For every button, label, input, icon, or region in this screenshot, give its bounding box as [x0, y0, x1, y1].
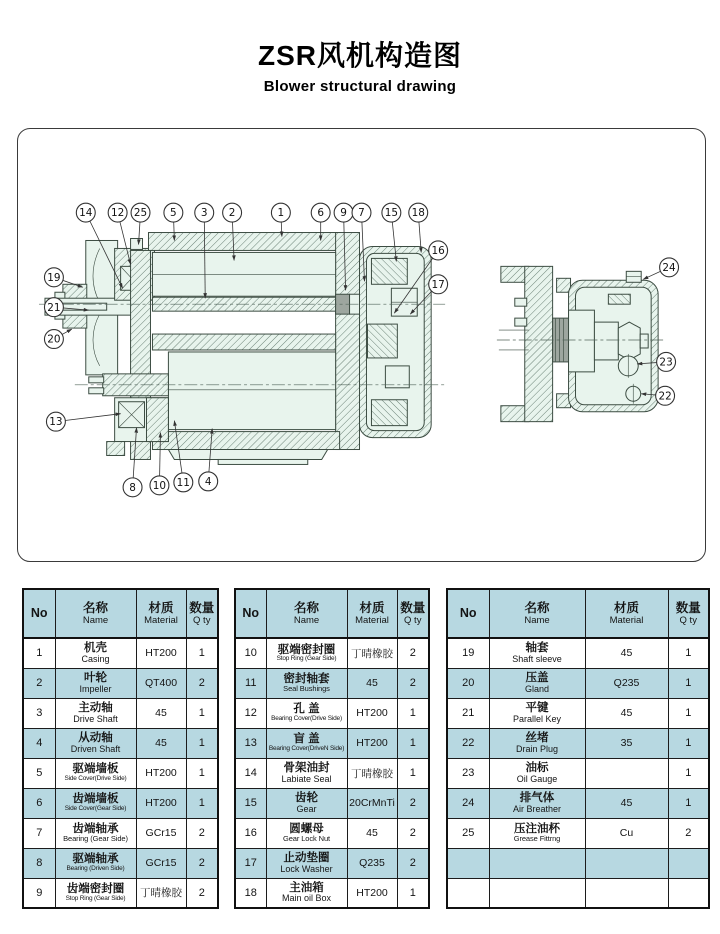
- svg-text:16: 16: [431, 245, 445, 258]
- cell-part-no: 8: [23, 848, 55, 878]
- part-row: [235, 788, 429, 818]
- cell-part-material: 丁晴橡胶: [347, 758, 397, 788]
- driven-end-bearing-housing: [146, 398, 168, 442]
- casing-bottom-wall: [152, 432, 339, 450]
- cell-part-material: HT200: [347, 698, 397, 728]
- page-subtitle: Blower structural drawing: [263, 78, 457, 95]
- svg-text:24: 24: [662, 261, 676, 274]
- cell-part-material: HT200: [136, 638, 186, 668]
- cell-part-name: 圆螺母 Gear Lock Nut: [266, 818, 347, 848]
- header-material: 材质 Material: [136, 589, 186, 638]
- table-header-row: [447, 589, 709, 638]
- cell-part-qty: 2: [668, 818, 709, 848]
- part-row: [235, 818, 429, 848]
- cell-part-qty: [668, 848, 709, 878]
- part-row: [235, 668, 429, 698]
- cell-part-material: Q235: [585, 668, 668, 698]
- cell-part-material: 45: [585, 638, 668, 668]
- cell-part-name: 机壳 Casing: [55, 638, 136, 668]
- svg-text:2: 2: [228, 207, 236, 220]
- cell-part-name: 排气体 Air Breather: [489, 788, 585, 818]
- header-qty: 数量 Q ty: [668, 589, 709, 638]
- svg-text:19: 19: [47, 271, 61, 284]
- cell-part-name: 密封轴套 Seal Bushings: [266, 668, 347, 698]
- cell-part-qty: 2: [397, 668, 429, 698]
- cell-part-qty: 1: [186, 638, 218, 668]
- cell-part-qty: 1: [668, 668, 709, 698]
- part-row: [23, 848, 218, 878]
- cell-part-qty: 2: [186, 668, 218, 698]
- part-row: [23, 668, 218, 698]
- cell-part-name: 齿端密封圈 Stop Ring (Gear Side): [55, 878, 136, 908]
- cell-part-no: [447, 878, 489, 908]
- svg-text:20: 20: [47, 333, 61, 346]
- cell-part-no: 19: [447, 638, 489, 668]
- callout-24: [643, 258, 678, 279]
- cell-part-material: HT200: [347, 728, 397, 758]
- cell-part-name: 驱端墙板 Side Cover(Drive Side): [55, 758, 136, 788]
- parts-table-3: [446, 588, 710, 909]
- cell-part-no: 12: [235, 698, 266, 728]
- part-row: [235, 848, 429, 878]
- cell-part-material: 45: [585, 788, 668, 818]
- part-row: [23, 698, 218, 728]
- cell-part-name: 压盖 Gland: [489, 668, 585, 698]
- blower-cross-section-drawing: [18, 129, 705, 561]
- part-row: [23, 818, 218, 848]
- cell-part-name: 轴套 Shaft sleeve: [489, 638, 585, 668]
- callout-1: [271, 203, 290, 236]
- part-row: [447, 728, 709, 758]
- svg-text:6: 6: [317, 207, 325, 220]
- header-material: 材质 Material: [347, 589, 397, 638]
- header-name: 名称 Name: [55, 589, 136, 638]
- shaft-nut-section: [618, 322, 640, 360]
- part-row: [447, 668, 709, 698]
- cell-part-name: 骨架油封 Labiate Seal: [266, 758, 347, 788]
- part-row: [235, 758, 429, 788]
- part-row: [447, 848, 709, 878]
- cell-part-material: 丁晴橡胶: [136, 878, 186, 908]
- cell-part-name: [489, 848, 585, 878]
- cell-part-no: 17: [235, 848, 266, 878]
- cell-part-qty: 1: [668, 698, 709, 728]
- cell-part-material: 20CrMnTi: [347, 788, 397, 818]
- cell-part-qty: 2: [186, 878, 218, 908]
- cell-part-qty: 1: [397, 698, 429, 728]
- cell-part-no: 18: [235, 878, 266, 908]
- cell-part-qty: 1: [668, 728, 709, 758]
- callout-13: [46, 412, 120, 431]
- cell-part-name: 平键 Parallel Key: [489, 698, 585, 728]
- table-header-row: [23, 589, 218, 638]
- part-row: [235, 698, 429, 728]
- cell-part-material: Q235: [347, 848, 397, 878]
- cell-part-material: HT200: [136, 758, 186, 788]
- cell-part-no: 3: [23, 698, 55, 728]
- cell-part-material: [585, 848, 668, 878]
- cell-part-qty: 1: [186, 728, 218, 758]
- svg-text:13: 13: [49, 416, 63, 429]
- cell-part-qty: 1: [397, 758, 429, 788]
- cell-part-qty: 1: [668, 638, 709, 668]
- svg-text:14: 14: [79, 207, 93, 220]
- svg-text:5: 5: [170, 207, 177, 220]
- cell-part-material: HT200: [136, 788, 186, 818]
- cell-part-material: 35: [585, 728, 668, 758]
- svg-text:15: 15: [384, 207, 399, 220]
- cell-part-material: 45: [136, 698, 186, 728]
- svg-text:25: 25: [133, 207, 148, 220]
- cell-part-no: 25: [447, 818, 489, 848]
- cell-part-material: 45: [347, 668, 397, 698]
- cell-part-name: [489, 878, 585, 908]
- part-row: [23, 638, 218, 668]
- cell-part-name: 油标 Oil Gauge: [489, 758, 585, 788]
- part-row: [23, 728, 218, 758]
- callout-18: [409, 203, 428, 252]
- cell-part-no: 16: [235, 818, 266, 848]
- header-name: 名称 Name: [266, 589, 347, 638]
- cell-part-qty: 1: [397, 728, 429, 758]
- part-row: [235, 878, 429, 908]
- cell-part-no: 21: [447, 698, 489, 728]
- cell-part-qty: 2: [397, 848, 429, 878]
- svg-text:7: 7: [358, 207, 365, 220]
- cell-part-name: 盲 盖 Bearing Cover(DriveN Side): [266, 728, 347, 758]
- cell-part-material: 丁晴橡胶: [347, 638, 397, 668]
- callout-2: [223, 203, 242, 260]
- cell-part-no: 1: [23, 638, 55, 668]
- main-assembly-view: [39, 233, 445, 465]
- cell-part-material: 45: [585, 698, 668, 728]
- svg-text:11: 11: [176, 476, 190, 489]
- cell-part-no: 4: [23, 728, 55, 758]
- cell-part-name: 驱端密封圈 Stop Ring (Gear Side): [266, 638, 347, 668]
- header-no: No: [447, 589, 489, 638]
- cell-part-qty: [668, 878, 709, 908]
- cell-part-no: 7: [23, 818, 55, 848]
- page-title: ZSR风机构造图: [257, 40, 462, 71]
- impeller-bottom: [168, 352, 335, 430]
- header-no: No: [23, 589, 55, 638]
- air-breather-section: [626, 271, 641, 282]
- svg-text:23: 23: [659, 356, 673, 369]
- cell-part-qty: 1: [397, 878, 429, 908]
- drawing-panel: [17, 128, 706, 562]
- svg-text:3: 3: [200, 207, 208, 220]
- cell-part-qty: 2: [397, 638, 429, 668]
- cell-part-name: 齿轮 Gear: [266, 788, 347, 818]
- cell-part-no: 23: [447, 758, 489, 788]
- svg-text:17: 17: [431, 278, 445, 291]
- casing-top-wall: [148, 233, 339, 251]
- svg-text:9: 9: [340, 207, 347, 220]
- cell-part-no: 11: [235, 668, 266, 698]
- cell-part-name: 驱端轴承 Bearing (Driven Side): [55, 848, 136, 878]
- part-row: [447, 758, 709, 788]
- parts-table-1: [22, 588, 219, 909]
- svg-text:21: 21: [47, 301, 61, 314]
- casing-foot: [168, 450, 327, 460]
- part-row: [23, 788, 218, 818]
- part-row: [447, 638, 709, 668]
- svg-text:4: 4: [204, 475, 212, 488]
- cell-part-qty: 1: [186, 788, 218, 818]
- cell-part-name: 从动轴 Driven Shaft: [55, 728, 136, 758]
- svg-text:10: 10: [152, 479, 167, 492]
- header-name: 名称 Name: [489, 589, 585, 638]
- cell-part-name: 丝堵 Drain Plug: [489, 728, 585, 758]
- part-row: [447, 878, 709, 908]
- svg-text:18: 18: [411, 207, 425, 220]
- cell-part-material: QT400: [136, 668, 186, 698]
- side-cover-flange: [525, 266, 553, 421]
- cell-part-qty: 2: [186, 818, 218, 848]
- svg-text:8: 8: [129, 481, 136, 494]
- gear-top-section: [371, 258, 407, 284]
- cell-part-material: GCr15: [136, 848, 186, 878]
- cell-part-name: 止动垫圈 Lock Washer: [266, 848, 347, 878]
- svg-text:12: 12: [110, 207, 125, 220]
- cell-part-name: 齿端轴承 Bearing (Gear Side): [55, 818, 136, 848]
- cell-part-name: 主动轴 Drive Shaft: [55, 698, 136, 728]
- callout-20: [44, 329, 71, 348]
- part-row: [23, 758, 218, 788]
- cell-part-no: 22: [447, 728, 489, 758]
- cell-part-name: 孔 盖 Bearing Cover(Drive Side): [266, 698, 347, 728]
- table-header-row: [235, 589, 429, 638]
- cell-part-no: 15: [235, 788, 266, 818]
- cell-part-qty: 2: [397, 788, 429, 818]
- page-header: [0, 34, 720, 95]
- grease-fitting-section: [131, 238, 143, 249]
- cell-part-material: [585, 758, 668, 788]
- part-row: [235, 728, 429, 758]
- cell-part-qty: 1: [668, 788, 709, 818]
- svg-text:22: 22: [658, 390, 672, 403]
- cell-part-name: 齿端墙板 Side Cover(Gear Side): [55, 788, 136, 818]
- header-qty: 数量 Q ty: [397, 589, 429, 638]
- parts-table-2: [234, 588, 430, 909]
- cell-part-no: 20: [447, 668, 489, 698]
- cell-part-qty: 1: [186, 698, 218, 728]
- part-row: [447, 698, 709, 728]
- cell-part-name: 叶轮 Impeller: [55, 668, 136, 698]
- part-row: [447, 788, 709, 818]
- cell-part-material: 45: [347, 818, 397, 848]
- cell-part-no: 10: [235, 638, 266, 668]
- cell-part-qty: 1: [186, 758, 218, 788]
- cell-part-name: 压注油杯 Grease Fittrng: [489, 818, 585, 848]
- part-row: [447, 818, 709, 848]
- svg-text:1: 1: [277, 207, 285, 220]
- header-no: No: [235, 589, 266, 638]
- cell-part-qty: 1: [668, 758, 709, 788]
- cell-part-no: 9: [23, 878, 55, 908]
- cell-part-no: [447, 848, 489, 878]
- cell-part-qty: 2: [397, 818, 429, 848]
- cell-part-no: 6: [23, 788, 55, 818]
- cell-part-material: 45: [136, 728, 186, 758]
- cell-part-no: 13: [235, 728, 266, 758]
- cell-part-no: 14: [235, 758, 266, 788]
- header-material: 材质 Material: [585, 589, 668, 638]
- cell-part-material: HT200: [347, 878, 397, 908]
- casing-right-wall: [336, 233, 360, 450]
- header-qty: 数量 Q ty: [186, 589, 218, 638]
- cell-part-no: 24: [447, 788, 489, 818]
- cell-part-material: GCr15: [136, 818, 186, 848]
- cell-part-no: 2: [23, 668, 55, 698]
- cell-part-material: Cu: [585, 818, 668, 848]
- gear-bottom-section: [371, 400, 407, 426]
- part-row: [23, 878, 218, 908]
- cell-part-name: 主油箱 Main oil Box: [266, 878, 347, 908]
- cell-part-qty: 2: [186, 848, 218, 878]
- part-row: [235, 638, 429, 668]
- cell-part-material: [585, 878, 668, 908]
- gear-end-cover-view: [497, 266, 664, 421]
- cell-part-no: 5: [23, 758, 55, 788]
